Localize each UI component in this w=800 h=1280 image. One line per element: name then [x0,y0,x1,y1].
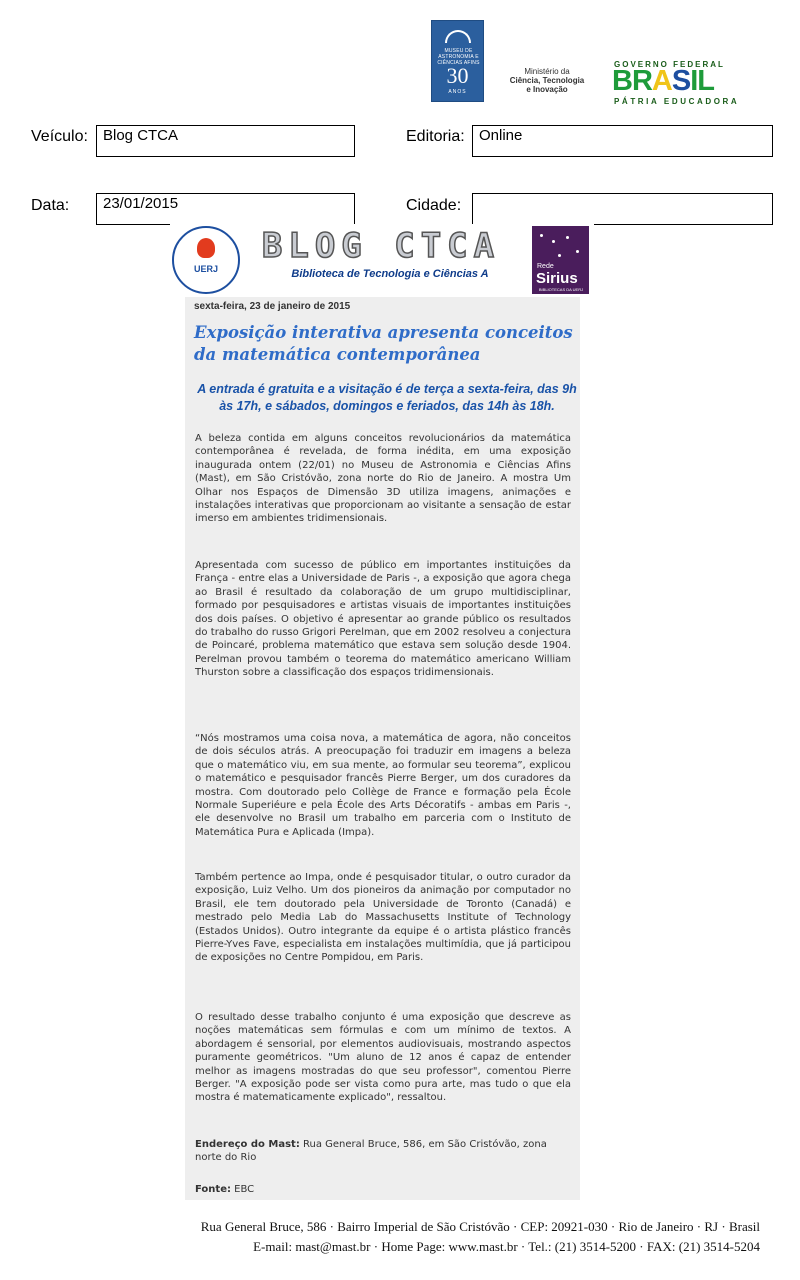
article-paragraph-1: A beleza contida em alguns conceitos revolucionários da matemática contemporânea é revelada, de forma inédita, em uma exposição inaugurada ontem (22/01) no Museu de Astronomia e Ciências Afins (Mast), em São Cristóvão, zona norte do Rio de Janeiro. A mostra Um Olhar nos Espaços de Dimensão 3D utiliza imagens, animações e instalações interativas que proporcionam ao visitante a sensação de estar imerso em ambientes tridimensionais. [195,433,571,525]
governo-federal-logo [612,60,754,106]
veiculo-field: Blog CTCA [96,125,355,157]
ministerio-line1: Ministério da [524,67,570,76]
mast-address-label: Endereço do Mast: [195,1139,300,1150]
ministerio-logo-text [497,67,597,94]
mast-logo-small-text: MUSEU DE ASTRONOMIA E CIÊNCIAS AFINS [437,48,480,66]
governo-federal-text: GOVERNO FEDERAL [614,60,725,69]
blog-ctca-banner [170,224,594,296]
ministerio-line3: e Inovação [526,85,568,94]
mast-30-anos-logo [431,20,484,102]
footer-address: Rua General Bruce, 586 · Bairro Imperial de São Cristóvão · CEP: 20921-030 · Rio de Janeiro · RJ · Brasil [200,1219,760,1234]
star-icon [552,240,555,243]
data-label: Data: [31,197,70,214]
uerj-seal-logo [172,226,240,294]
article-paragraph-2: Apresentada com sucesso de público em importantes instituições da França - entre elas a Universidade de Paris -, a exposição que agora chega ao Brasil é resultado da colaboração de um grupo multidisciplinar, formado por pesquisadores e artistas visuais de importantes instituições dos dois países. O objetivo é apresentar ao grande público os resultados do trabalho do russo Grigori Perelman, que em 2002 resolveu a conjectura de Poincaré, problema matemático que estava sem solução desde 1904. Perelman provou também o teorema do matemático americano William Thurston sobre a classificação dos espaços tridimensionais. [195,560,571,679]
article-date: sexta-feira, 23 de janeiro de 2015 [194,301,351,312]
veiculo-label: Veículo: [31,128,88,145]
ministerio-line2: Ciência, Tecnologia [509,76,585,85]
mast-address-value: Rua General Bruce, 586, em São Cristóvão, zona norte do Rio [195,1139,547,1164]
torch-flame-icon [197,238,215,258]
star-icon [566,236,569,239]
article-paragraph-4: Também pertence ao Impa, onde é pesquisador titular, o outro curador da exposição, Luiz Velho. Um dos pioneiros da animação por computador no Brasil, ele tem doutorado pela Universidade de Toronto (Canadá) e mestrado pelo Media Lab do Massachusetts Institute of Technology (Estados Unidos). Outro integrante da equipe é o artista plástico francês Pierre-Yves Fave, especialista em instalações multimídia, que já participou de exposições no Centre Pompidou, em Paris. [195,872,571,964]
patria-educadora-text: PÁTRIA EDUCADORA [614,97,740,106]
star-icon [576,250,579,253]
mast-logo-number: 30 [446,63,469,88]
cidade-label: Cidade: [406,197,462,214]
editoria-label: Editoria: [406,128,465,145]
uerj-seal-text: UERJ [193,264,218,274]
article-headline: Exposição interativa apresenta conceitos da matemática contemporânea [194,323,573,364]
article-paragraph-5: O resultado desse trabalho conjunto é uma exposição que descreve as noções matemáticas sem fórmulas e com um mínimo de textos. A abordagem é sensorial, por elementos audiovisuais, mostrando aspectos puramente geométricos. "Um aluno de 12 anos é capaz de entender melhor as imagens mostradas do que seu professor", comentou Pierre Berger. "A exposição pode ser vista como pura arte, mas tudo o que ela mostra é matematicamente explicado", ressaltou. [195,1012,571,1104]
cidade-field [472,193,773,225]
rede-text: Rede [537,263,554,270]
blog-ctca-subtitle: Biblioteca de Tecnologia e Ciências A [291,268,489,280]
bibliotecas-uerj-text: BIBLIOTECAS DA UERJ [538,287,584,292]
article-source-value: EBC [230,1184,255,1195]
editoria-field: Online [472,125,773,157]
data-field: 23/01/2015 [96,193,355,225]
article-paragraph-3: “Nós mostramos uma coisa nova, a matemática de agora, não conceitos de dois séculos atrás. A preocupação foi traduzir em imagens a beleza que o matemático viu, em sua mente, ao formular seu teorema”, explicou o matemático e pesquisador francês Pierre Berger, um dos curadores da mostra. Com doutorado pelo Collège de France e formação pela École Normale Superiéure e pela École des Arts Décoratifs - ambas em Paris -, ele desenvolve no Brasil um trabalho em parceria com o Instituto de Matemática Pura e Aplicada (Impa). [195,733,571,838]
footer-contact: E-mail: mast@mast.br · Home Page: www.mast.br · Tel.: (21) 3514-5200 · FAX: (21) 3514-5204 [253,1239,760,1254]
mast-address [195,1138,571,1165]
article-lead: A entrada é gratuita e a visitação é de terça a sexta-feira, das 9h às 17h, e sábados, domingos e feriados, das 14h às 18h. [197,382,577,413]
article-source [195,1183,571,1196]
rede-sirius-logo [532,226,589,294]
sirius-text: Sirius [536,270,578,287]
star-icon [540,234,543,237]
observatory-dome-icon [445,30,471,43]
blog-ctca-title: BLOG CTCA [261,226,501,266]
article-source-label: Fonte: [195,1184,231,1195]
mast-logo-anos: ANOS [448,89,467,95]
brasil-wordmark: BRASIL [612,65,714,97]
star-icon [558,254,561,257]
